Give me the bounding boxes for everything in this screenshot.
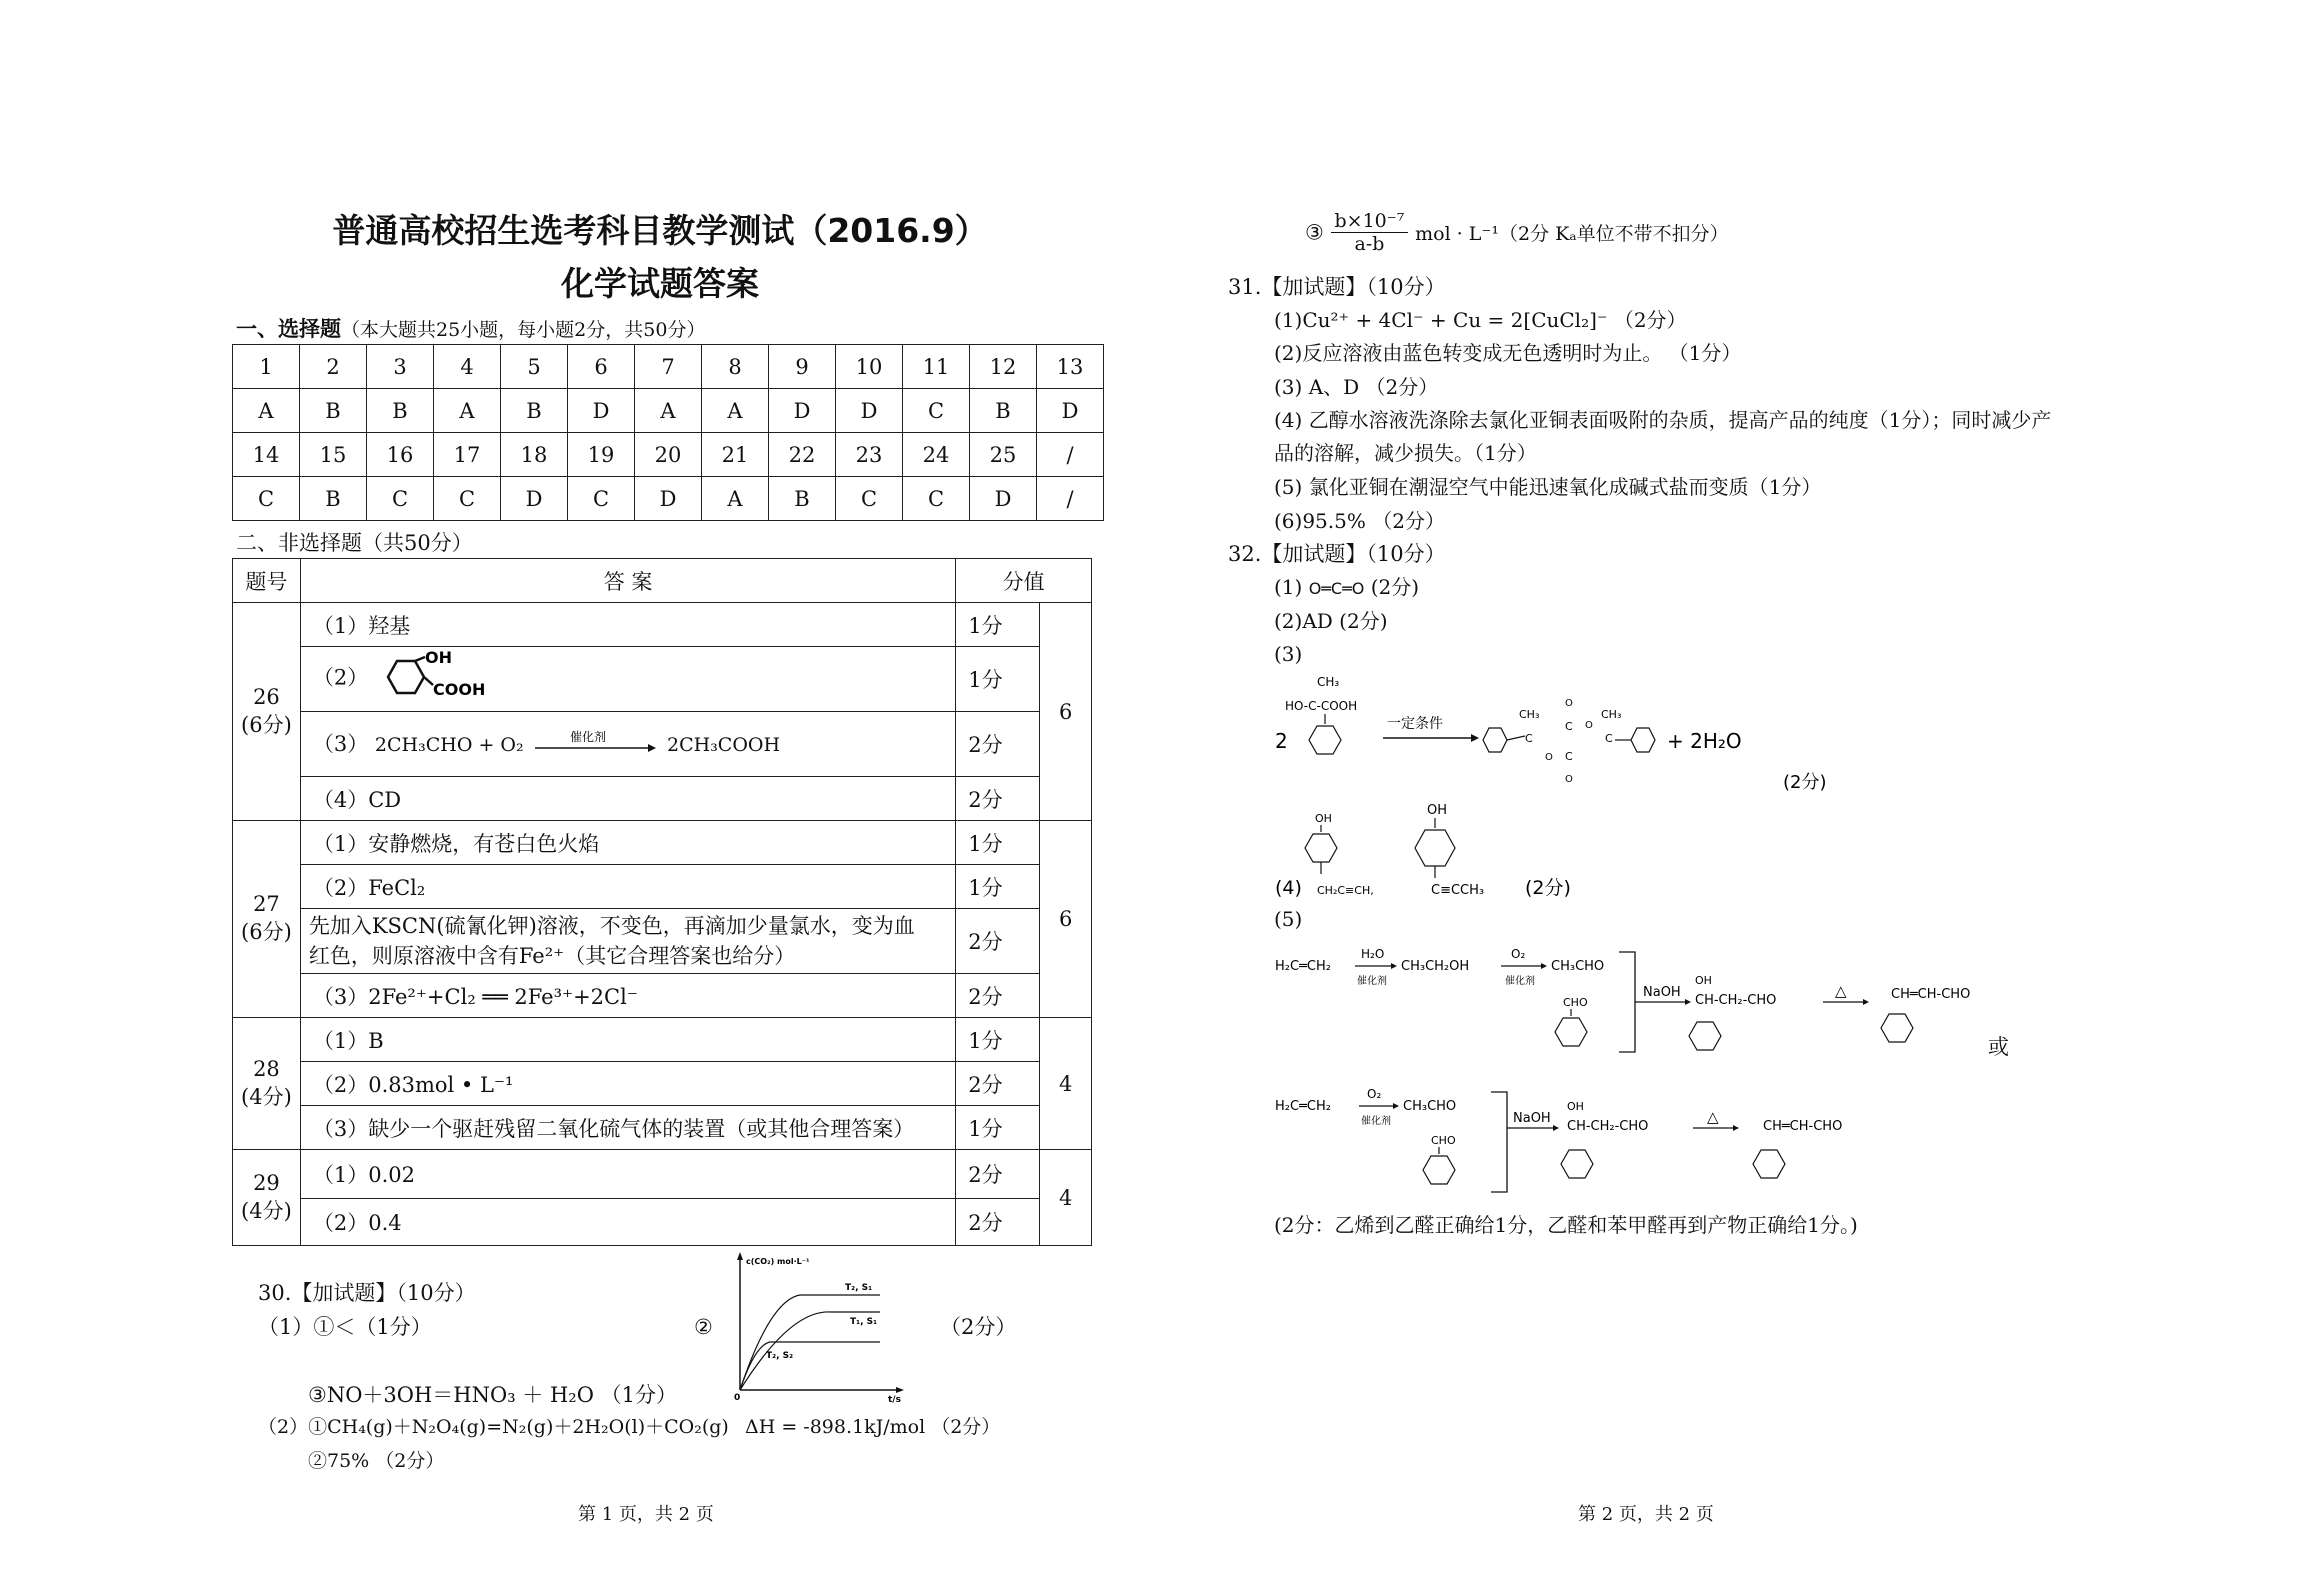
q28-pts: (4分) [241,1084,292,1109]
q26-s4: 2分 [956,777,1040,821]
mc-row [233,477,1104,521]
answer-table [232,558,1092,1246]
q26-a2 [300,647,955,712]
cooh-label: COOH [432,680,486,699]
q30-l1-pts: （2分） [940,1315,1017,1339]
q31-title: 31.【加试题】（10分） [1228,275,1446,299]
q32-4-pts: (2分) [1525,877,1571,899]
oh-label: OH [424,648,452,667]
s2-product-ring [1753,1150,1785,1178]
s1-oh: OH [1695,974,1712,987]
mc-cell: 16 [367,433,434,477]
q30-l5: ②75% （2分） [308,1450,445,1472]
q32-l5: (5) [1274,907,1303,931]
q26-a2-label: （2） [312,665,369,690]
r3-o-4: O [1565,774,1573,785]
q28-total: 4 [1040,1018,1092,1150]
curve-t2-s2-label: T₂, S₂ [766,1351,794,1361]
s1-reagent-1: H₂O [1361,947,1385,961]
q29-total: 4 [1040,1150,1092,1246]
mc-cell: B [769,477,836,521]
salicylic-acid-structure [375,648,486,707]
q32-4-structures [1275,800,1635,900]
col-answer-header: 答 案 [300,559,955,603]
q30-l6-denominator: a-b [1354,233,1385,255]
r3-pts: (2分) [1783,772,1827,793]
mc-cell: 11 [903,345,970,389]
mc-cell: 5 [501,345,568,389]
q29-pts: (4分) [241,1198,292,1223]
r3-ho-c-cooh: HO-C-COOH [1285,699,1358,713]
q26-a3-left: 2CH₃CHO + O₂ [374,733,524,756]
section1-heading-text: 一、选择题 [236,317,341,341]
mc-cell: 17 [434,433,501,477]
s1-cat-1: 催化剂 [1357,976,1387,987]
q32-l3: (3) [1274,642,1303,666]
q32-l1-pts: (2分) [1370,575,1420,599]
mc-row [233,389,1104,433]
q29-num: 29 [253,1170,280,1195]
s2-naoh: NaOH [1513,1111,1551,1126]
mc-cell: 15 [300,433,367,477]
q27-a3-l1: 先加入KSCN(硫氰化钾)溶液，不变色，再滴加少量氯水，变为血 [308,914,915,938]
q27-a3-l2: 红色，则原溶液中含有Fe²⁺（其它合理答案也给分） [308,944,796,968]
mc-cell: 18 [501,433,568,477]
s2-aldol-ring [1561,1150,1593,1178]
r3-arrow-head [1471,734,1479,742]
mc-cell: A [434,389,501,433]
mc-cell: 24 [903,433,970,477]
coef-2: 2 [1275,729,1288,753]
q27-a4: （3）2Fe²⁺+Cl₂ ══ 2Fe³⁺+2Cl⁻ [300,974,955,1018]
q31-l4a: (4) 乙醇水溶液洗涤除去氯化亚铜表面吸附的杂质，提高产品的纯度（1分）；同时减少产 [1274,408,2052,432]
mc-cell: 4 [434,345,501,389]
mc-cell: 12 [970,345,1037,389]
s1-arrow2-head [1541,963,1547,969]
r3-c-4: C [1605,732,1613,745]
q29-number [233,1150,301,1246]
mc-cell: 10 [836,345,903,389]
mc-cell: C [367,477,434,521]
s1-arrow1-head [1391,963,1397,969]
s1-cinnamaldehyde: CH═CH-CHO [1891,987,1971,1002]
s1-heat: △ [1835,982,1847,1000]
r3-o-2: O [1585,720,1593,731]
q27-s4: 2分 [956,974,1040,1018]
q30-l1-2: ② [694,1315,713,1339]
s2-benzaldehyde-ring [1423,1156,1455,1184]
mc-cell: B [501,389,568,433]
mc-cell: C [434,477,501,521]
section1-note: （本大题共25小题，每小题2分，共50分） [341,319,706,341]
q27-a3 [300,909,955,974]
section1-heading [236,316,705,343]
q30-l1: （1）①＜（1分） [258,1315,432,1339]
mc-cell: / [1037,433,1104,477]
mc-cell: 2 [300,345,367,389]
q26-s3: 2分 [956,712,1040,777]
col-q-header: 题号 [233,559,301,603]
q29-s2: 2分 [956,1199,1040,1246]
mc-cell: A [702,389,769,433]
q26-a3 [300,712,955,777]
mc-cell: A [635,389,702,433]
mc-cell: D [769,389,836,433]
mc-cell: D [568,389,635,433]
mc-cell: 1 [233,345,300,389]
s1-aldol: CH-CH₂-CHO [1695,993,1777,1008]
reaction-arrow [530,730,660,760]
s2-heat: △ [1707,1108,1719,1126]
q30-l6 [1305,210,1729,255]
s1-ethanol: CH₃CH₂OH [1401,959,1470,974]
s2-aldol: CH-CH₂-CHO [1567,1119,1649,1134]
mc-cell: B [970,389,1037,433]
q31-l1: (1)Cu²⁺ + 4Cl⁻ + Cu = 2[CuCl₂]⁻ （2分） [1274,308,1687,332]
origin-label: 0 [734,1393,741,1403]
r3-condition: 一定条件 [1387,716,1443,732]
q26-num: 26 [253,684,280,709]
q32-4-pre: (4) [1275,877,1302,899]
q29-a1: （1）0.02 [300,1150,955,1199]
q30-l4-dh: ΔH = -898.1kJ/mol （2分） [745,1416,1001,1438]
x-axis-arrow [896,1387,904,1393]
mc-cell: 13 [1037,345,1104,389]
mc-cell: A [702,477,769,521]
q29-s1: 2分 [956,1150,1040,1199]
mc-cell: 22 [769,433,836,477]
curve-t1-s1-label: T₁, S₁ [850,1317,878,1327]
synthesis-route-2 [1275,1080,1955,1200]
q28-number [233,1018,301,1150]
s2-cho: CHO [1431,1134,1456,1147]
r3-o-1: O [1565,698,1573,709]
mc-cell: 25 [970,433,1037,477]
y-axis-label: c(CO₂) mol·L⁻¹ [746,1257,810,1266]
q27-s3: 2分 [956,909,1040,974]
mc-cell: D [501,477,568,521]
q26-s1: 1分 [956,603,1040,647]
q32-l1 [1274,574,1419,602]
page-subtitle: 化学试题答案 [561,264,759,303]
q26-a3-right: 2CH₃COOH [667,733,781,756]
q28-a3: （3）缺少一个驱赶残留二氧化硫气体的装置（或其他合理答案） [300,1106,955,1150]
page-title: 普通高校招生选考科目教学测试（2016.9） [332,211,988,250]
s1-reagent-2: O₂ [1511,947,1526,961]
r3-c-3: C [1565,750,1573,763]
q30-l6-fraction [1331,210,1409,255]
footer-page1: 第 1 页，共 2 页 [578,1504,714,1525]
q28-a1: （1）B [300,1018,955,1062]
s2-acetaldehyde: CH₃CHO [1403,1099,1457,1114]
s1-chain: CH₂C≡CH, [1317,884,1374,897]
q32-l1-pre: (1) [1274,575,1303,599]
mc-cell: B [300,477,367,521]
mc-row [233,433,1104,477]
curve-t2-s1-label: T₂, S₁ [845,1283,873,1293]
q27-pts: (6分) [241,920,292,944]
q27-a1: （1）安静燃烧，有苍白色火焰 [300,821,955,865]
s1-arrow3-head [1685,999,1691,1005]
q27-total: 6 [1040,821,1092,1018]
s2-arrow4-head [1733,1125,1739,1131]
q26-total: 6 [1040,603,1092,821]
q27-number [233,821,301,1018]
r3-ch3-right: CH₃ [1601,708,1622,721]
s1-arrow4-head [1863,999,1869,1005]
q28-a2: （2）0.83mol • L⁻¹ [300,1062,955,1106]
catalyst-label: 催化剂 [570,730,607,745]
s2-chain: C≡CCH₃ [1431,883,1485,898]
s1-aldol-ring [1689,1022,1721,1050]
mc-cell: 20 [635,433,702,477]
q30-title: 30.【加试题】（10分） [258,1281,476,1305]
col-score-header: 分值 [956,559,1092,603]
s1-benzene [1305,834,1337,862]
q32-l2: (2)AD (2分) [1274,609,1388,633]
s1-oh: OH [1315,812,1332,825]
q29-a2: （2）0.4 [300,1199,955,1246]
r3-ch3-top: CH₃ [1519,708,1540,721]
mc-cell: 21 [702,433,769,477]
x-axis-label: t/s [888,1395,901,1405]
r3-o-3: O [1545,752,1553,763]
q28-s1: 1分 [956,1018,1040,1062]
multiple-choice-table [232,344,1104,521]
mc-cell: 9 [769,345,836,389]
mc-cell: B [300,389,367,433]
synthesis-route-1 [1275,940,2035,1060]
section2-heading: 二、非选择题（共50分） [236,531,473,555]
q27-s2: 1分 [956,865,1040,909]
s2-cat-1: 催化剂 [1361,1116,1391,1127]
s2-oh: OH [1427,803,1448,818]
mc-cell: C [903,477,970,521]
r3-benzene-p1 [1483,728,1507,752]
bond-cooh [424,677,433,685]
q27-a2: （2）FeCl₂ [300,865,955,909]
q32-title: 32.【加试题】（10分） [1228,542,1446,566]
r3-water: + 2H₂O [1667,729,1742,753]
q27-s1: 1分 [956,821,1040,865]
mc-cell: C [568,477,635,521]
q26-number [233,603,301,821]
mc-cell: C [836,477,903,521]
q26-s2: 1分 [956,647,1040,712]
mc-cell: C [233,477,300,521]
s2-cinnamaldehyde: CH═CH-CHO [1763,1119,1843,1134]
q30-l3: ③NO＋3OH＝HNO₃ ＋ H₂O （1分） [308,1383,677,1407]
s2-oh: OH [1567,1100,1584,1113]
co2-structure: O═C═O [1308,579,1365,598]
mc-cell: D [836,389,903,433]
s2-arrow3-head [1553,1125,1559,1131]
mc-cell: D [1037,389,1104,433]
q30-l6-rest: mol · L⁻¹（2分 Kₐ单位不带不扣分） [1415,223,1729,245]
q27-num: 27 [253,892,280,916]
q31-l3: (3) A、D （2分） [1274,375,1439,399]
or-label: 或 [1988,1035,2009,1059]
reaction-3-scheme [1275,670,1835,800]
r3-benzene-left [1309,726,1341,754]
footer-page2: 第 2 页，共 2 页 [1578,1504,1714,1525]
r3-ch3: CH₃ [1317,675,1340,689]
r3-bond-1 [1507,736,1525,740]
mc-cell: A [233,389,300,433]
mc-cell: B [367,389,434,433]
q31-l2: (2)反应溶液由蓝色转变成无色透明时为止。 （1分） [1274,341,1742,365]
mc-cell: D [635,477,702,521]
q26-pts: (6分) [241,712,292,737]
q30-l6-prefix: ③ [1305,220,1324,245]
mc-cell: / [1037,477,1104,521]
s2-ethene: H₂C═CH₂ [1275,1099,1331,1114]
q26-a1: （1）羟基 [300,603,955,647]
mc-cell: 19 [568,433,635,477]
q28-s2: 2分 [956,1062,1040,1106]
y-axis-arrow [737,1252,743,1260]
s1-benzaldehyde-ring [1555,1018,1587,1046]
mc-cell: 8 [702,345,769,389]
bond-oh [415,657,425,661]
co2-concentration-graph [720,1250,910,1405]
s1-product-ring [1881,1014,1913,1042]
r3-benzene-p2 [1631,728,1655,752]
q31-l6: (6)95.5% （2分） [1274,509,1445,533]
s1-naoh: NaOH [1643,985,1681,1000]
benzene-ring [388,661,424,693]
arrow-head [648,744,656,752]
q26-a4: （4）CD [300,777,955,821]
mc-cell: 14 [233,433,300,477]
q26-a3-label: （3） [312,731,369,756]
s1-acetaldehyde: CH₃CHO [1551,959,1605,974]
q28-num: 28 [253,1056,280,1081]
s2-reagent-1: O₂ [1367,1087,1382,1101]
mc-cell: 3 [367,345,434,389]
mc-cell: 7 [635,345,702,389]
s1-bracket [1619,952,1635,1052]
mc-cell: 6 [568,345,635,389]
q28-s3: 1分 [956,1106,1040,1150]
s2-benzene [1415,830,1455,866]
r3-c-2: C [1565,720,1573,733]
q31-l4b: 品的溶解，减少损失。（1分） [1274,441,1537,465]
mc-row [233,345,1104,389]
curve-t2-s2 [740,1342,880,1390]
q32-note: (2分：乙烯到乙醛正确给1分，乙醛和苯甲醛再到产物正确给1分。) [1274,1213,1858,1237]
q30-l6-numerator: b×10⁻⁷ [1331,210,1409,233]
mc-cell: C [903,389,970,433]
q31-l5: (5) 氯化亚铜在潮湿空气中能迅速氧化成碱式盐而变质（1分） [1274,475,1822,499]
r3-c-1: C [1525,732,1533,745]
s2-bracket [1491,1092,1507,1192]
s2-arrow1-head [1393,1103,1399,1109]
mc-cell: D [970,477,1037,521]
s1-cat-2: 催化剂 [1505,976,1535,987]
q30-l4: （2）①CH₄(g)＋N₂O₄(g)=N₂(g)＋2H₂O(l)＋CO₂(g) [258,1416,729,1438]
mc-cell: 23 [836,433,903,477]
s1-ethene: H₂C═CH₂ [1275,959,1331,974]
s1-cho: CHO [1563,996,1588,1009]
